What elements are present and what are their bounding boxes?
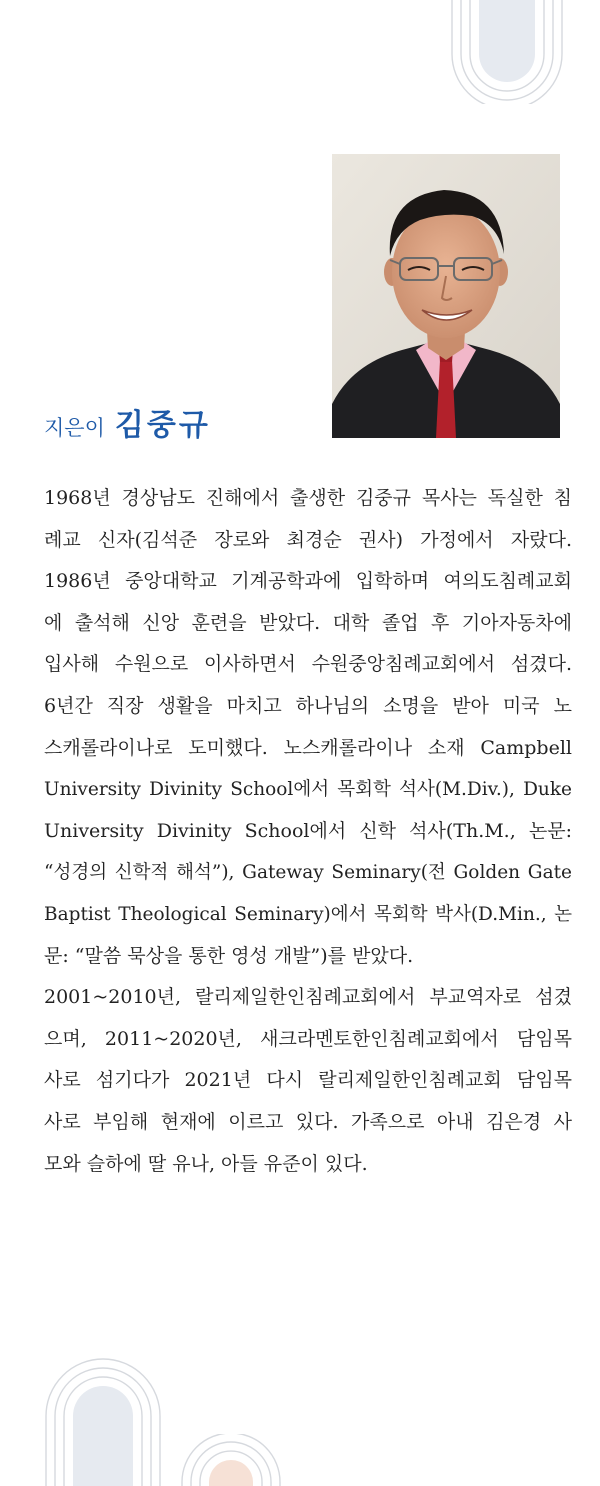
author-name: 김중규 [114, 408, 211, 443]
decorative-arch-bottom-left [40, 1350, 166, 1486]
bio-line: 1986년 중앙대학교 기계공학과에 입학하며 여의도침례교회 [44, 570, 572, 593]
bio-line: 입사해 수원으로 이사하면서 수원중앙침례교회에서 섬겼다. [44, 653, 572, 676]
bio-line: 2001~2010년, 랄리제일한인침례교회에서 부교역자로 섬겼 [44, 986, 572, 1009]
bio-line: 문: “말씀 묵상을 통한 영성 개발”)를 받았다. [44, 944, 414, 967]
bio-line: 6년간 직장 생활을 마치고 하나님의 소명을 받아 미국 노 [44, 694, 572, 717]
author-portrait-illustration [332, 154, 560, 438]
bio-line: 1968년 경상남도 진해에서 출생한 김중규 목사는 독실한 침 [44, 487, 572, 509]
bio-line: 모와 슬하에 딸 유나, 아들 유준이 있다. [44, 1152, 368, 1175]
bio-line: 으며, 2011~2020년, 새크라멘토한인침례교회에서 담임목 [44, 1027, 572, 1050]
bio-line: 례교 신자(김석준 장로와 최경순 권사) 가정에서 자랐다. [44, 528, 572, 551]
bio-line: 사로 섬기다가 2021년 다시 랄리제일한인침례교회 담임목 [44, 1069, 572, 1092]
bio-line: 에 출석해 신앙 훈련을 받았다. 대학 졸업 후 기아자동차에 [44, 611, 572, 634]
bio-line: 사로 부임해 현재에 이르고 있다. 가족으로 아내 김은경 사 [44, 1110, 572, 1133]
author-biography [44, 478, 572, 1185]
decorative-arch-top [448, 0, 566, 104]
bio-line: University Divinity School에서 목회학 석사(M.Div.), Duke [44, 779, 572, 801]
author-prefix: 지은이 [44, 416, 105, 440]
bio-line: University Divinity School에서 신학 석사(Th.M., 논문: [44, 819, 572, 842]
decorative-arch-bottom-middle [178, 1434, 284, 1486]
author-heading [44, 400, 211, 444]
bio-line: “성경의 신학적 해석”), Gateway Seminary(전 Golden Gate [44, 862, 572, 884]
bio-line: Baptist Theological Seminary)에서 목회학 박사(D.Min., 논 [44, 903, 572, 925]
author-photo [332, 154, 560, 438]
bio-line: 스캐롤라이나로 도미했다. 노스캐롤라이나 소재 Campbell [44, 736, 572, 759]
